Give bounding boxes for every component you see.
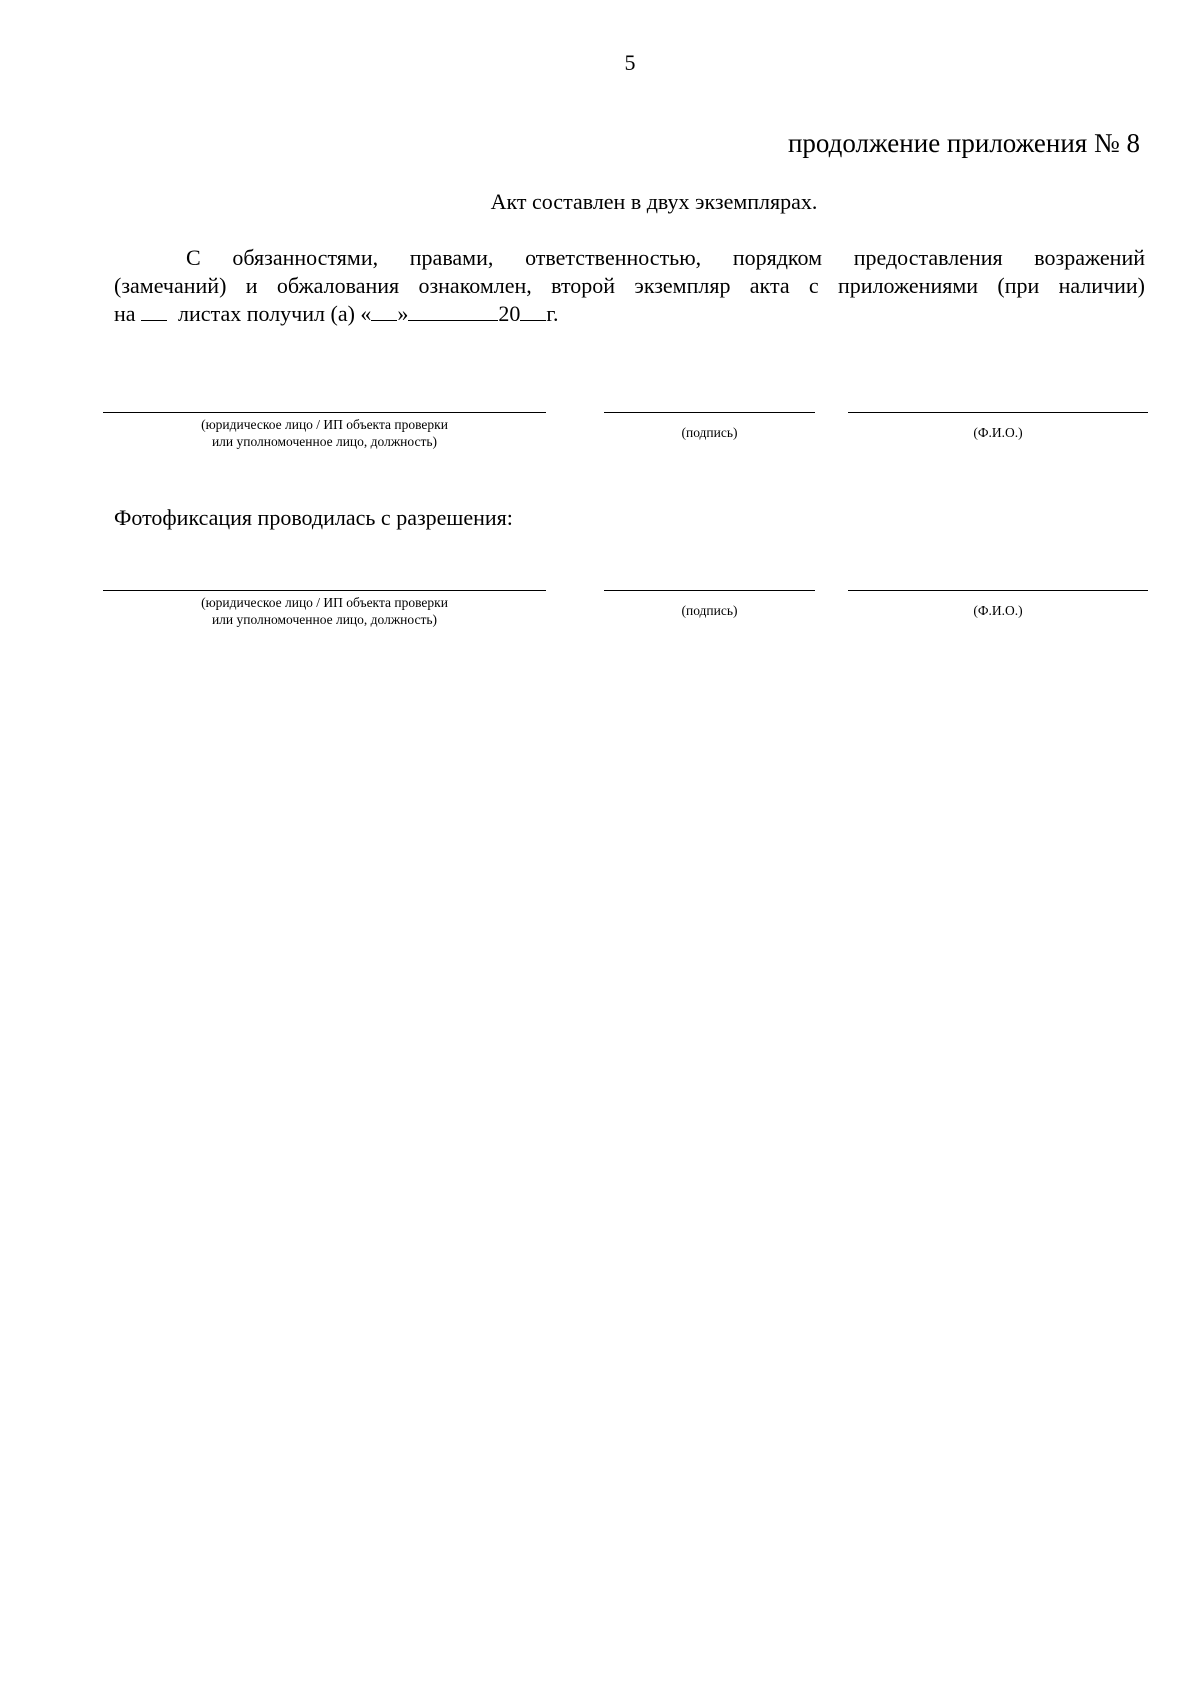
- line3-suffix: г.: [546, 301, 559, 326]
- sheet-count-blank: [141, 302, 167, 321]
- entity-caption-line-1: (юридическое лицо / ИП объекта проверки: [201, 595, 448, 610]
- acknowledgement-paragraph: [114, 244, 1145, 328]
- line3-quote-close: »: [397, 301, 409, 326]
- photo-fixation-label: Фотофиксация проводилась с разрешения:: [114, 505, 513, 530]
- line3-year: 20: [498, 301, 521, 326]
- copies-note: Акт составлен в двух экземплярах.: [490, 189, 818, 214]
- line3-middle: листах получил (а) «: [178, 301, 372, 326]
- signature-caption: (подпись): [681, 425, 738, 440]
- signature-line: [604, 590, 815, 591]
- acknowledgement-line-2: (замечаний) и обжалования ознакомлен, второй экземпляр акта с приложениями (при наличии): [114, 273, 1145, 298]
- full-name-caption: (Ф.И.О.): [973, 425, 1023, 440]
- signature-caption: (подпись): [681, 603, 738, 618]
- entity-caption-line-2: или уполномоченное лицо, должность): [211, 434, 438, 449]
- entity-caption: [103, 594, 546, 628]
- entity-signature-line: [103, 412, 546, 413]
- day-blank: [371, 302, 397, 321]
- acknowledgement-line-1: С обязанностями, правами, ответственностью, порядком предоставления возражений: [186, 245, 1145, 270]
- signature-line: [604, 412, 815, 413]
- entity-caption-line-1: (юридическое лицо / ИП объекта проверки: [201, 417, 448, 432]
- entity-caption-line-2: или уполномоченное лицо, должность): [211, 612, 438, 627]
- entity-caption: [103, 416, 546, 450]
- page-number: 5: [624, 50, 636, 75]
- entity-signature-line: [103, 590, 546, 591]
- full-name-line: [848, 590, 1148, 591]
- line3-prefix: на: [114, 301, 136, 326]
- full-name-caption: (Ф.И.О.): [973, 603, 1023, 618]
- month-blank: [408, 302, 498, 321]
- year-blank: [520, 302, 546, 321]
- acknowledgement-line-3: [114, 300, 1145, 328]
- full-name-line: [848, 412, 1148, 413]
- appendix-title: продолжение приложения № 8: [787, 128, 1140, 158]
